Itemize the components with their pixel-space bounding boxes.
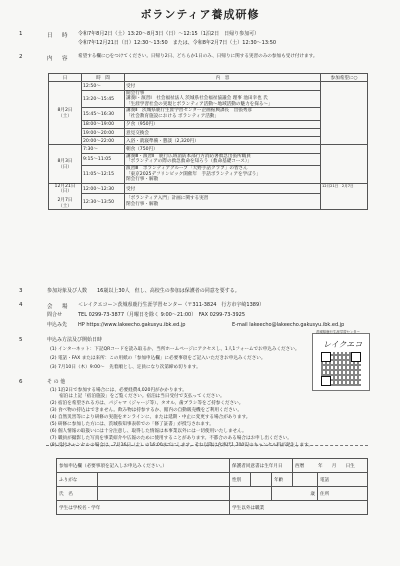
content-cell <box>125 108 321 120</box>
apply-label: 申込み先 <box>47 322 68 328</box>
table-row <box>49 165 368 183</box>
section-1-number: 1 <box>19 31 23 37</box>
application-form <box>56 458 368 515</box>
inquiry-label: 問合せ <box>47 312 63 318</box>
table-row <box>49 153 368 165</box>
form-row <box>57 459 368 473</box>
date-cell-dec-feb <box>49 183 82 209</box>
content-cell <box>125 90 321 108</box>
form-title: 参加申込欄（必要事項を記入しお申込みください。） <box>57 459 230 473</box>
table-row <box>49 120 368 128</box>
time-cell: 20:00〜22:00 <box>82 137 125 145</box>
note-6: (6) 個人情報の取扱いには十分注意し、取得した情報は本事業以外には一切使用いたしません。 <box>50 429 247 434</box>
schedule-table <box>48 73 368 210</box>
form-minor-note: 保護者同意書は生年月日 <box>230 459 293 473</box>
content-line: 「生涯学習社会の実現とボランティア活動〜地域活動の魅力を探る〜」 <box>126 101 273 107</box>
note-1b: 宿泊は上記「宿泊施設」をご覧ください。宿泊は当日受付で支払ってください。 <box>50 394 225 399</box>
age-field[interactable] <box>293 473 318 487</box>
table-row <box>49 108 368 120</box>
date-line: 2月7日 （土） <box>57 197 73 209</box>
section-5-number: 5 <box>19 337 23 343</box>
apply-method-3: (3) 7月10日（木）9:00〜 先着順とし、定員になり次第締め切ります。 <box>50 365 201 370</box>
time-cell: 13:20〜15:45 <box>82 90 125 108</box>
section-6-number: 6 <box>19 379 23 385</box>
content-line: 講義Ⅲ・演習Ⅱ 鹿行広域消防本部行方消防署救急出張所職員 <box>126 153 251 159</box>
time-cell: 12:30〜13:50 <box>82 194 125 210</box>
content-line: 「ボランティアの際の救急救命を知ろう（救命基礎コース）」 <box>126 159 252 165</box>
age-label: 年齢 <box>272 473 293 487</box>
furigana-label: ふりがな <box>57 473 98 487</box>
qr-code-block[interactable] <box>312 330 370 391</box>
qr-finder-icon <box>321 376 331 386</box>
date-cell-aug2: 8月2日 （土） <box>49 82 82 145</box>
content-cell: 意見交換会 <box>125 128 321 136</box>
table-row <box>49 137 368 145</box>
address-label[interactable]: 住所 <box>318 487 368 501</box>
apply-method-1: (1) インターネット：下記QRコードを読み取るか、当所ホームページにアクセスし、1人1フォームでお申込みください。 <box>50 347 300 352</box>
venue-text: ＜レイクエコー＞茨城県鹿行生涯学習センター（〒311-3824 行方市宇崎1389） <box>78 302 265 308</box>
mark-cell-aug3[interactable] <box>321 145 368 183</box>
time-cell: 12:00〜12:30 <box>82 183 125 194</box>
date-cell-aug3: 8月3日 （日） <box>49 145 82 183</box>
time-cell: 19:00〜20:00 <box>82 128 125 136</box>
content-cell: 受付 <box>125 82 321 90</box>
section-6-label: そ の 他 <box>47 379 66 385</box>
form-birth[interactable]: 西暦 年 月 日生 <box>293 459 368 473</box>
table-row <box>49 128 368 136</box>
homepage-link[interactable]: HP https://www.lakeecho.gakusyu.ibk.ed.jp <box>78 322 186 328</box>
section-3-number: 3 <box>19 288 23 294</box>
header-mark: 参加希望に○ <box>321 74 368 82</box>
content-cell: 朝食（750円） <box>125 145 321 153</box>
schedule-header-row <box>49 74 368 82</box>
qr-finder-icon <box>321 352 331 362</box>
content-cell: 入浴・就寝準備・懇談（2,320円） <box>125 137 321 145</box>
content-cell <box>125 194 321 210</box>
form-row <box>57 501 368 515</box>
time-cell: 15:45〜16:30 <box>82 108 125 120</box>
form-row <box>57 473 368 487</box>
header-content: 内 容 <box>125 74 321 82</box>
time-cell: 7:30〜 <box>82 145 125 153</box>
note-3: (3) 食べ物の持込はできません。飲み物は持参するか、館内の自動販売機をご利用ください。 <box>50 408 242 413</box>
section-3-text: 参加対象及び人数 16歳以上30人 但し、高校生の参加は保護者の同意を要する。 <box>47 288 240 294</box>
section-2-label: 内 容 <box>47 56 70 62</box>
content-line: 講義Ⅰ・演習Ⅰ 社会福祉法人 茨城県社会福祉協議会 理事 池田幸也 氏 <box>126 96 268 102</box>
header-time: 時 間 <box>82 74 125 82</box>
mark-cell-aug2[interactable] <box>321 82 368 145</box>
note-8: (8) 受付キャンセルの場合は、7月26日（土）の16:00までにします。それ以降は食事代1,700円のキャンセル料が発生します。 <box>50 443 313 448</box>
content-cell <box>125 165 321 183</box>
content-cell <box>125 153 321 165</box>
note-5: (5) 研修に参加した方には、茨城県知事表彰での「修了証書」が授与されます。 <box>50 422 214 427</box>
qr-caption: 茨城県鹿行生涯学習センター <box>316 330 360 334</box>
header-date: 日 <box>49 74 82 82</box>
note-1: (1) 1泊2日で参加する場合には、必要経費4,020円がかかります。 <box>50 388 187 393</box>
content-line: 閉会行事・解散 <box>126 177 159 183</box>
section-5-label: 申込み方法及び開始日時 <box>47 337 103 343</box>
time-cell: 11:05〜12:15 <box>82 165 125 183</box>
time-cell: 12:50〜 <box>82 82 125 90</box>
form-row <box>57 487 368 501</box>
page-title: ボランティア養成研修 <box>140 8 260 21</box>
furigana-field[interactable] <box>98 473 230 487</box>
table-row <box>49 145 368 153</box>
content-line: 演習Ⅲ ボランティアグループ「大野手話クラブ」の皆さん <box>126 165 248 171</box>
name-field[interactable] <box>98 487 230 501</box>
content-cell: 受付 <box>125 183 321 194</box>
cut-line <box>46 445 368 446</box>
phone-label: 電話 <box>318 473 368 487</box>
gender-label: 性別 <box>230 473 251 487</box>
mark-cell-dec-feb[interactable]: 12月21日 2月7日 <box>321 183 368 209</box>
table-row <box>49 90 368 108</box>
occupation-field[interactable]: 学生以外は職業 <box>230 501 368 515</box>
qr-finder-icon <box>351 352 361 362</box>
date-line: 12月21日 （日） <box>54 183 76 195</box>
time-cell: 18:00〜19:00 <box>82 120 125 128</box>
note-7: (7) 職員が撮影した写真を事業紹介や広報のために使用することがあります。不都合のある場合はお申し出ください。 <box>50 436 292 441</box>
section-1-label: 日 時 <box>47 33 70 39</box>
section-4-label: 会 場 <box>47 304 70 310</box>
school-field[interactable]: 学生は学校名・学年 <box>57 501 230 515</box>
apply-method-2: (2) 電話・FAX または来所：この用紙の「参加申込欄」に必要事項をご記入いただきお申込みください。 <box>50 356 266 361</box>
section-1-line-2: 令和7年12月21日（日）12:30〜13:50 または、令和8年2月7日（土）12:30〜13:50 <box>78 40 277 46</box>
time-cell: 9:15〜11:05 <box>82 153 125 165</box>
content-cell: 夕食（950円） <box>125 120 321 128</box>
name-spacer <box>230 487 272 501</box>
content-line: 「社会教育施設における ボランティア活動」 <box>126 113 219 119</box>
content-line: 「東京2025デフリンピック開催年 手話ボランティアを学ぼう」 <box>126 171 261 177</box>
content-line: 講義Ⅱ 茨城県鹿行生涯学習センター企画振興課長 出張秀彦 <box>126 108 253 114</box>
name-label: 氏 名 <box>57 487 98 501</box>
content-line: 開会行事 <box>126 90 145 96</box>
section-1-line-1: 令和7年8月2日（土）13:20〜8月3日（日）〜12:15（1泊2日 日帰り参加可） <box>78 31 260 37</box>
note-2: (2) 宿泊を希望される方は、パジャマ（ジャージ等）、タオル、歯ブラシ等をご持参ください。 <box>50 401 244 406</box>
email-link[interactable]: E-mail lakeecho@lakeecho.gakusyu.ibk.ed.jp <box>232 322 345 328</box>
tel-fax-text: TEL 0299-73-3877（月曜日を除く 9:00〜21:00） FAX 0299-73-3925 <box>78 312 246 318</box>
content-line: 「ボランティア入門」計画に関する実習 <box>126 196 209 202</box>
section-2-number: 2 <box>19 54 23 60</box>
section-2-note: 希望する欄に○をつけてください。日帰り2日、どちらか1日のみ、日帰りに関する実習のみの参加も受け付けます。 <box>78 54 318 59</box>
content-line: 閉会行事・解散 <box>126 201 159 207</box>
gender-field[interactable] <box>251 473 272 487</box>
age-unit: 歳 <box>272 487 318 501</box>
note-4: (4) 自然災害等により研修の実施をオンラインに、または延期・中止に変更する場合があります。 <box>50 415 251 420</box>
table-row <box>49 183 368 194</box>
section-4-number: 4 <box>19 302 23 308</box>
table-row <box>49 82 368 90</box>
table-row <box>49 194 368 210</box>
lake-echo-logo: レイクエコ <box>323 340 363 349</box>
